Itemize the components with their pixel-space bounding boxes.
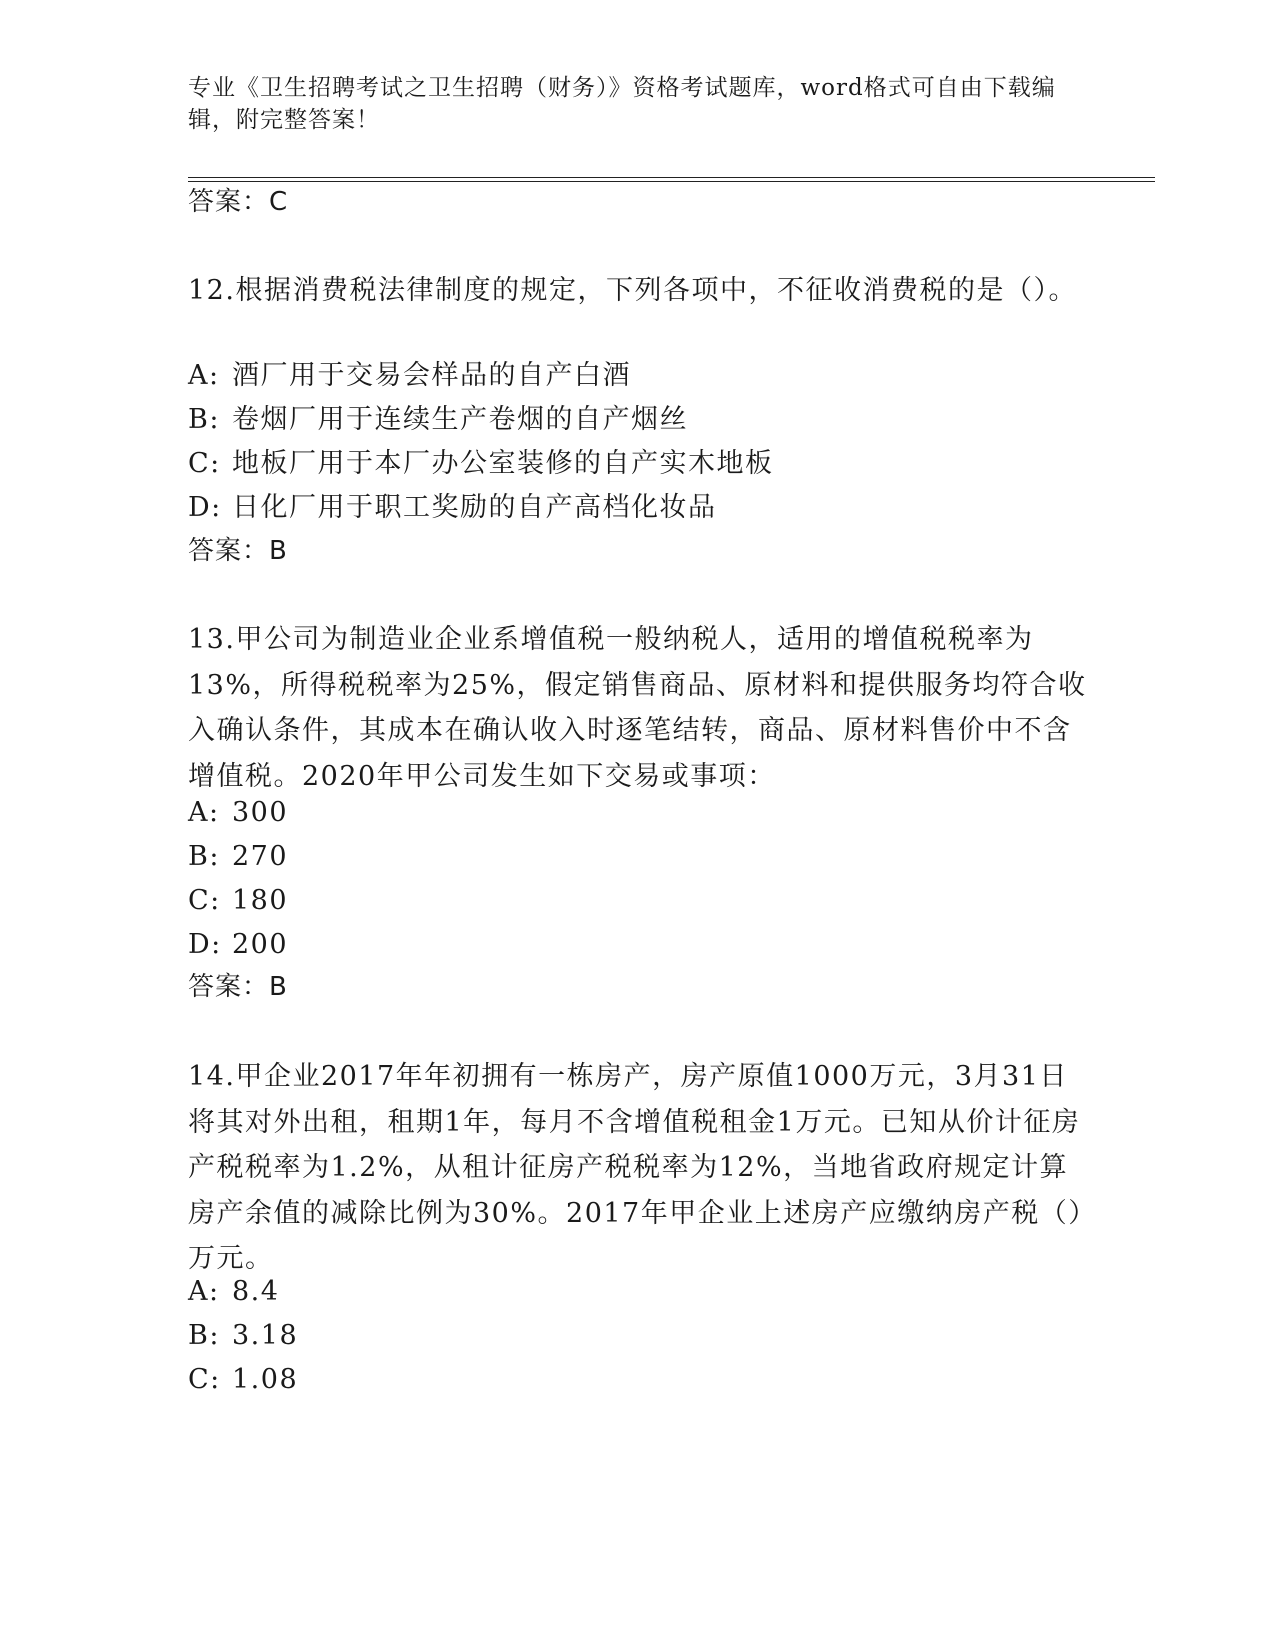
question-stem: 13.甲公司为制造业企业系增值税一般纳税人，适用的增值税税率为13%，所得税税率为25%，假定销售商品、原材料和提供服务均符合收入确认条件，其成本在确认收入时逐笔结转，商品、原材料售价中不含增值税。2020年甲公司发生如下交易或事项： [188, 624, 1087, 792]
option-c [188, 447, 774, 481]
question-stem: 14.甲企业2017年年初拥有一栋房产，房产原值1000万元，3月31日将其对外出租，租期1年，每月不含增值税租金1万元。已知从价计征房产税税率为1.2%，从租计征房产税税率为12%，当地省政府规定计算房产余值的减除比例为30%。2017年甲企业上述房产应缴纳房产税（）万元。 [188, 1061, 1084, 1274]
option-text: 地板厂用于本厂办公室装修的自产实木地板 [232, 448, 774, 479]
option-letter: B: [188, 1320, 220, 1351]
question-stem: 12.根据消费税法律制度的规定，下列各项中，不征收消费税的是（）。 [188, 275, 1077, 306]
option-letter: C: [188, 1364, 221, 1395]
option-letter: D: [188, 492, 222, 523]
option-text: 180 [232, 885, 289, 916]
option-a [188, 1275, 279, 1309]
option-letter: A: [188, 1276, 220, 1307]
option-text: 1.08 [232, 1364, 299, 1395]
option-d [188, 928, 288, 962]
option-b [188, 840, 288, 874]
option-letter: C: [188, 448, 221, 479]
answer-label: 答案：C [188, 187, 289, 217]
option-text: 酒厂用于交易会样品的自产白酒 [232, 360, 631, 391]
option-letter: D: [188, 929, 222, 960]
page-header: 专业《卫生招聘考试之卫生招聘（财务）》资格考试题库，word格式可自由下载编辑，附完整答案！ [188, 75, 1056, 133]
option-letter: B: [188, 841, 220, 872]
option-b [188, 1319, 298, 1353]
option-letter: C: [188, 885, 221, 916]
option-c [188, 1363, 298, 1397]
option-text: 卷烟厂用于连续生产卷烟的自产烟丝 [232, 404, 688, 435]
option-text: 270 [232, 841, 289, 872]
option-text: 3.18 [232, 1320, 299, 1351]
answer-label: 答案：B [188, 972, 288, 1002]
option-c [188, 884, 288, 918]
option-letter: A: [188, 360, 220, 391]
option-text: 200 [232, 929, 289, 960]
answer-label: 答案：B [188, 536, 288, 566]
option-text: 300 [232, 797, 289, 828]
option-b [188, 403, 688, 437]
option-letter: A: [188, 797, 220, 828]
option-a [188, 796, 288, 830]
header-divider-bottom [188, 181, 1155, 182]
option-text: 日化厂用于职工奖励的自产高档化妆品 [232, 492, 717, 523]
option-text: 8.4 [232, 1276, 280, 1307]
option-d [188, 491, 717, 525]
header-divider-top [188, 177, 1155, 178]
option-letter: B: [188, 404, 220, 435]
option-a [188, 359, 631, 393]
